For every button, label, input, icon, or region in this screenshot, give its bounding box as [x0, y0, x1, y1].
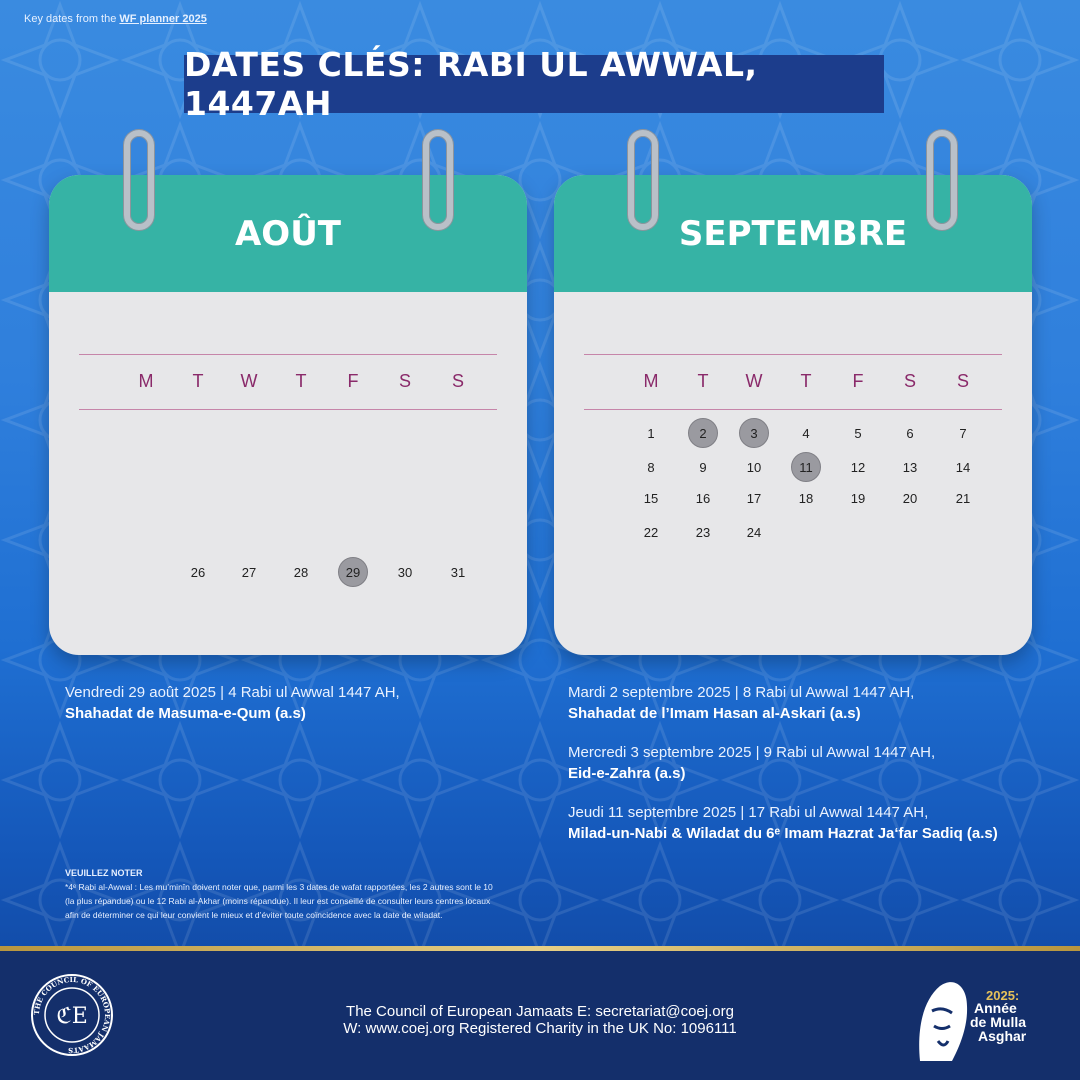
svg-text:ℭE: ℭE — [56, 1004, 88, 1029]
event-date: Mardi 2 septembre 2025 | 8 Rabi ul Awwal 1447 AH, — [568, 684, 915, 701]
events-august — [65, 682, 505, 742]
calendar-day: 18 — [798, 490, 814, 506]
event-item — [568, 802, 1068, 844]
weekday-label: T — [697, 371, 709, 391]
badge-line: de Mulla — [970, 1014, 1027, 1030]
events-september — [568, 682, 1068, 862]
calendar-day: 30 — [397, 564, 413, 580]
event-name: Eid-e-Zahra (a.s) — [568, 765, 686, 782]
calendar-day: 1 — [647, 425, 655, 441]
calendar-day: 19 — [850, 490, 866, 506]
highlighted-day: 3 — [739, 418, 769, 448]
calendar-day: 17 — [746, 490, 762, 506]
note-title: VEUILLEZ NOTER — [65, 868, 143, 878]
page-title: DATES CLÉS: RABI UL AWWAL, 1447AH — [184, 45, 758, 123]
weekday-label: S — [903, 371, 916, 391]
event-date: Vendredi 29 août 2025 | 4 Rabi ul Awwal 1447 AH, — [65, 684, 400, 701]
calendar-day: 9 — [699, 459, 707, 475]
calendar-day: 10 — [746, 459, 762, 475]
event-date: Jeudi 11 septembre 2025 | 17 Rabi ul Awwal 1447 AH, — [568, 804, 929, 821]
wf-planner-link[interactable]: WF planner 2025 — [119, 13, 207, 25]
binder-ring — [423, 130, 453, 230]
weekday-label: W — [240, 371, 258, 391]
event-name: Shahadat de l’Imam Hasan al-Askari (a.s) — [568, 705, 861, 722]
calendar-day: 15 — [643, 490, 659, 506]
calendar-day: 6 — [906, 425, 914, 441]
top-note — [24, 13, 207, 25]
year-badge — [912, 971, 1062, 1066]
calendar-day: 5 — [854, 425, 862, 441]
calendar-august — [49, 175, 527, 655]
note-block — [65, 866, 500, 922]
calendar-day: 28 — [293, 564, 309, 580]
weekday-label: W — [745, 371, 763, 391]
event-item — [65, 682, 505, 724]
highlighted-day: 11 — [791, 452, 821, 482]
weekday-label: M — [138, 371, 154, 391]
calendar-header — [554, 175, 1032, 292]
divider — [79, 409, 497, 410]
note-text: *4ᵉ Rabi al-Awwal : Les mu’minîn doivent noter que, parmi les 3 dates de wafat rapportées, les 2 autres sont le 10 (la plus répandue) ou le 12 Rabi al-Akhar (moins répandue). Il leur est conseillé de consulter leurs centres locaux afin de déterminer ce qui leur convient le mieux et d’éviter toute coïncidence avec la date de wiladat. — [65, 882, 493, 920]
calendar-day: 24 — [746, 524, 762, 540]
calendar-day: 23 — [695, 524, 711, 540]
weekday-label: S — [956, 371, 969, 391]
month-title: SEPTEMBRE — [678, 213, 908, 254]
event-name: Milad-un-Nabi & Wiladat du 6ᵉ Imam Hazrat Ja‘far Sadiq (a.s) — [568, 825, 998, 842]
weekday-label: F — [347, 371, 359, 391]
calendar-day: 22 — [643, 524, 659, 540]
calendar-september — [554, 175, 1032, 655]
event-name: Shahadat de Masuma-e-Qum (a.s) — [65, 705, 306, 722]
weekday-label: F — [852, 371, 864, 391]
weekday-label: M — [643, 371, 659, 391]
weekday-label: S — [398, 371, 411, 391]
calendar-day: 8 — [647, 459, 655, 475]
event-item — [568, 742, 1068, 784]
badge-year: 2025: — [986, 988, 1020, 1003]
month-title: AOÛT — [234, 213, 342, 254]
calendar-day: 4 — [802, 425, 810, 441]
divider — [584, 354, 1002, 355]
footer-line-1: The Council of European Jamaats E: secretariat@coej.org — [346, 1003, 734, 1020]
calendar-day: 13 — [902, 459, 918, 475]
event-date: Mercredi 3 septembre 2025 | 9 Rabi ul Awwal 1447 AH, — [568, 744, 936, 761]
binder-ring — [628, 130, 658, 230]
weekday-label: S — [451, 371, 464, 391]
title-banner — [184, 45, 884, 123]
weekday-label: T — [192, 371, 204, 391]
badge-line: Asghar — [978, 1028, 1027, 1044]
binder-ring — [927, 130, 957, 230]
badge-line: Année — [974, 1000, 1017, 1016]
top-note-prefix: Key dates from the — [24, 13, 120, 25]
weekday-label: T — [295, 371, 307, 391]
highlighted-day: 29 — [338, 557, 368, 587]
calendar-day: 27 — [241, 564, 257, 580]
calendar-day: 31 — [450, 564, 466, 580]
divider — [79, 354, 497, 355]
calendar-day: 12 — [850, 459, 866, 475]
footer-line-2: W: www.coej.org Registered Charity in the UK No: 1096111 — [343, 1020, 737, 1037]
svg-text:THE COUNCIL OF EUROPEAN JAMAAT: THE COUNCIL OF EUROPEAN JAMAATS — [31, 974, 113, 1056]
divider — [584, 409, 1002, 410]
calendar-day: 20 — [902, 490, 918, 506]
calendar-day: 16 — [695, 490, 711, 506]
event-item — [568, 682, 1068, 724]
weekday-label: T — [800, 371, 812, 391]
highlighted-day: 2 — [688, 418, 718, 448]
calendar-day: 7 — [959, 425, 967, 441]
calendar-header — [49, 175, 527, 292]
footer — [0, 951, 1080, 1080]
binder-ring — [124, 130, 154, 230]
portrait-icon — [912, 971, 972, 1066]
calendar-day: 26 — [190, 564, 206, 580]
calendar-day: 21 — [955, 490, 971, 506]
calendar-day: 14 — [955, 459, 971, 475]
